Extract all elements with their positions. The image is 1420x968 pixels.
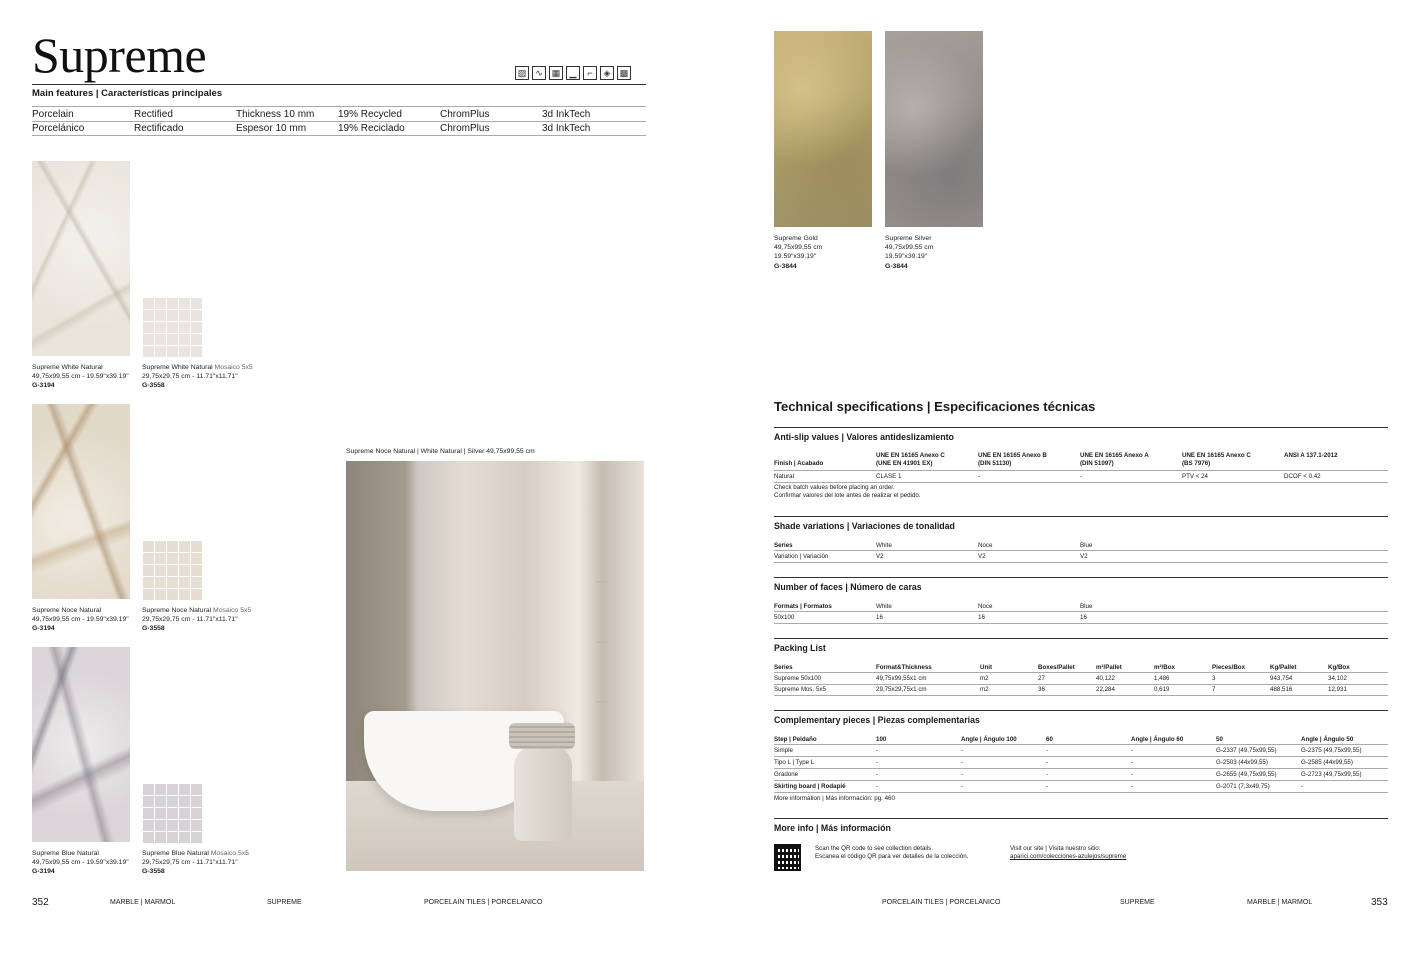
table-cell: Finish | Acabado — [774, 460, 824, 467]
table-cell: UNE EN 16165 Anexo C — [1182, 452, 1251, 459]
table-cell: Kg/Pallet — [1270, 664, 1297, 671]
table-cell: Boxes/Pallet — [1038, 664, 1075, 671]
table-cell: V2 — [978, 553, 986, 560]
faces-heading: Number of faces | Número de caras — [774, 582, 922, 592]
product-caption — [32, 606, 129, 634]
tile-silver — [885, 31, 983, 227]
product-code: G-3194 — [32, 625, 55, 633]
comp-table — [774, 736, 1386, 744]
product-caption — [32, 363, 129, 391]
divider — [774, 577, 1388, 578]
footer-item: PORCELAIN TILES | PORCELANICO — [424, 899, 543, 906]
table-cell: 3 — [1212, 675, 1216, 682]
table-cell: - — [961, 783, 964, 790]
table-cell: Format&Thickness — [876, 664, 932, 671]
table-cell: 34,102 — [1328, 675, 1347, 682]
grid-icon: ▦ — [549, 66, 563, 80]
table-row — [774, 771, 1386, 783]
note-line: Check batch values before placing an order. — [774, 484, 895, 491]
table-cell: 50 — [1216, 736, 1223, 743]
table-cell: - — [1080, 473, 1083, 480]
table-cell: Angle | Ángulo 50 — [1301, 736, 1354, 743]
product-code: G-3558 — [142, 382, 165, 390]
product-name: Supreme Noce Natural — [32, 607, 102, 614]
divider — [774, 562, 1388, 563]
photo-shelf — [596, 641, 608, 643]
comp-heading: Complementary pieces | Piezas complementarias — [774, 715, 980, 725]
table-cell: Angle | Ángulo 60 — [1131, 736, 1184, 743]
product-suffix: Mosaico 5x5 — [213, 607, 252, 614]
divider — [774, 623, 1388, 624]
table-row — [774, 686, 1386, 694]
table-cell: 16 — [876, 614, 883, 621]
table-cell: - — [961, 747, 964, 754]
table-cell: (BS 7976) — [1182, 460, 1211, 467]
antislip-row — [774, 473, 1388, 481]
table-cell: G-2655 (49,75x99,55) — [1216, 771, 1277, 778]
table-cell: White — [876, 542, 892, 549]
table-cell: - — [1046, 783, 1049, 790]
note-line: Confirmar valores del lote antes de realizar el pedido. — [774, 492, 921, 499]
tech-spec-title: Technical specifications | Especificaciones técnicas — [774, 399, 1096, 414]
product-suffix: Mosaico 5x5 — [210, 850, 249, 857]
feature: ChromPlus — [440, 123, 490, 134]
divider — [774, 768, 1388, 769]
table-cell: Skirting board | Rodapié — [774, 783, 846, 790]
table-header — [774, 603, 1182, 611]
product-suffix: Mosaico 5x5 — [214, 364, 253, 371]
table-cell: - — [876, 759, 879, 766]
table-cell: DCOF < 0.42 — [1284, 473, 1321, 480]
table-cell — [876, 452, 978, 468]
divider — [32, 121, 646, 122]
table-cell: - — [1131, 747, 1134, 754]
product-size: 29,75x29,75 cm - 11.71"x11.71" — [142, 373, 238, 381]
footer-item: SUPREME — [1120, 899, 1155, 906]
table-cell: 488,516 — [1270, 686, 1293, 693]
table-header — [774, 736, 1386, 744]
tile-white-mosaic — [142, 297, 202, 357]
table-cell: Pieces/Box — [1212, 664, 1246, 671]
site-label: Visit our site | Visita nuestro sitio: — [1010, 845, 1101, 852]
feature: 3d InkTech — [542, 109, 591, 120]
table-cell: CLASE 1 — [876, 473, 902, 480]
table-cell: - — [961, 759, 964, 766]
table-cell: - — [1131, 783, 1134, 790]
packing-table — [774, 664, 1386, 672]
photo-shelf — [596, 581, 608, 583]
divider — [774, 516, 1388, 517]
table-cell: 16 — [1080, 614, 1087, 621]
table-cell: 27 — [1038, 675, 1045, 682]
feature: Espesor 10 mm — [236, 123, 307, 134]
comp-rows — [774, 747, 1386, 783]
table-cell: 16 — [978, 614, 985, 621]
table-cell: Variation | Variación — [774, 553, 829, 560]
table-cell: G-2723 (49,75x99,55) — [1301, 771, 1362, 778]
table-cell: UNE EN 16165 Anexo B — [978, 452, 1047, 459]
page-number-right: 353 — [1371, 897, 1388, 908]
table-cell: m2 — [980, 675, 989, 682]
table-cell: Blue — [1080, 542, 1093, 549]
photo-shelf — [596, 701, 608, 703]
divider — [774, 792, 1388, 793]
skirting-row — [774, 783, 1386, 791]
table-cell: Simple — [774, 747, 793, 754]
table-cell: 12,931 — [1328, 686, 1347, 693]
product-code: G-3558 — [142, 625, 165, 633]
table-cell — [1182, 452, 1284, 468]
table-cell: Formats | Formatos — [774, 603, 832, 610]
table-cell: 49,75x99,55x1 cm — [876, 675, 927, 682]
qr-code[interactable] — [774, 844, 801, 871]
table-cell: 22,284 — [1096, 686, 1115, 693]
main-features-heading: Main features | Características principales — [32, 88, 223, 99]
features-row-es — [32, 123, 644, 134]
facade-icon: ▩ — [617, 66, 631, 80]
product-caption — [142, 363, 253, 391]
product-size: 19.59"x39.19" — [885, 253, 928, 261]
table-cell: 40,122 — [1096, 675, 1115, 682]
product-code: G-3558 — [142, 868, 165, 876]
product-size: 49,75x99,55 cm — [774, 244, 823, 252]
product-code: G-3844 — [774, 262, 797, 270]
product-size: 49,75x99,55 cm — [885, 244, 934, 252]
table-cell: G-2337 (49,75x99,55) — [1216, 747, 1277, 754]
product-name: Supreme Silver — [885, 235, 932, 242]
qr-line: Escanea el código QR para ver detalles de la colección. — [815, 853, 969, 860]
divider — [774, 672, 1388, 673]
shade-table — [774, 542, 1182, 550]
footer-item: SUPREME — [267, 899, 302, 906]
product-name: Supreme Noce Natural — [142, 607, 212, 614]
table-cell: - — [1301, 783, 1304, 790]
footer-item: MARBLE | MARMOL — [1247, 899, 1313, 906]
table-cell: Noce — [978, 542, 993, 549]
product-caption — [142, 849, 249, 877]
divider — [774, 638, 1388, 639]
table-cell: 0,619 — [1154, 686, 1170, 693]
divider — [774, 427, 1388, 428]
wave-icon: ∿ — [532, 66, 546, 80]
table-cell: - — [876, 747, 879, 754]
divider — [774, 684, 1388, 685]
feature: ChromPlus — [440, 109, 490, 120]
table-cell: 36 — [1038, 686, 1045, 693]
divider — [774, 470, 1388, 471]
layers-icon: ◈ — [600, 66, 614, 80]
table-cell: Supreme 50x100 — [774, 675, 822, 682]
product-code: G-3194 — [32, 868, 55, 876]
packing-heading: Packing List — [774, 643, 826, 653]
table-cell: - — [961, 771, 964, 778]
table-cell: m²/Box — [1154, 664, 1175, 671]
wall-icon: ▨ — [515, 66, 529, 80]
moreinfo-heading: More info | Más información — [774, 823, 891, 833]
shade-heading: Shade variations | Variaciones de tonalidad — [774, 521, 955, 531]
table-cell: - — [876, 771, 879, 778]
table-cell: (UNE EN 41901 EX) — [876, 460, 933, 467]
page-number-left: 352 — [32, 897, 49, 908]
site-link[interactable]: aparici.com/colecciones-azulejos/supreme — [1010, 853, 1127, 860]
table-cell: G-2503 (44x99,55) — [1216, 759, 1268, 766]
feature: Rectified — [134, 109, 173, 120]
stairs-icon: ⌐ — [583, 66, 597, 80]
product-code: G-3844 — [885, 262, 908, 270]
table-cell: White — [876, 603, 892, 610]
table-cell: Gradone — [774, 771, 799, 778]
table-cell: 50x100 — [774, 614, 795, 621]
table-cell: G-2071 (7,3x49,75) — [1216, 783, 1270, 790]
divider — [774, 710, 1388, 711]
table-cell: V2 — [1080, 553, 1088, 560]
divider — [774, 482, 1388, 483]
table-cell: Series — [774, 664, 793, 671]
feature: Porcelánico — [32, 123, 85, 134]
tile-blue-natural — [32, 647, 130, 842]
table-cell: m²/Pallet — [1096, 664, 1122, 671]
table-cell: - — [1046, 759, 1049, 766]
table-cell: - — [978, 473, 981, 480]
divider — [774, 695, 1388, 696]
table-cell: m2 — [980, 686, 989, 693]
more-info-note: More information | Más información: pg. 460 — [774, 795, 895, 802]
table-cell: Unit — [980, 664, 993, 671]
table-row — [774, 553, 1182, 561]
photo-towels — [509, 723, 575, 749]
antislip-heading: Anti-slip values | Valores antideslizamiento — [774, 432, 954, 442]
table-cell: 7 — [1212, 686, 1216, 693]
table-cell: G-2375 (49,75x99,55) — [1301, 747, 1362, 754]
faces-table — [774, 603, 1182, 611]
table-cell: - — [1046, 747, 1049, 754]
shade-row — [774, 553, 1182, 561]
faces-row — [774, 614, 1182, 622]
feature: Thickness 10 mm — [236, 109, 315, 120]
divider — [774, 780, 1388, 781]
table-header — [774, 542, 1182, 550]
tile-blue-mosaic — [142, 783, 202, 843]
divider — [774, 611, 1388, 612]
feature: Rectificado — [134, 123, 184, 134]
table-cell: V2 — [876, 553, 884, 560]
site-text — [1010, 845, 1126, 861]
product-caption — [774, 234, 822, 271]
table-cell: Tipo L | Type L — [774, 759, 815, 766]
antislip-table — [774, 452, 1388, 468]
footer-item: MARBLE | MARMOL — [110, 899, 176, 906]
product-size: 29,75x29,75 cm - 11.71"x11.71" — [142, 859, 238, 867]
bathroom-photo — [346, 461, 644, 871]
product-caption — [32, 849, 129, 877]
table-cell: UNE EN 16165 Anexo C — [876, 452, 945, 459]
table-cell: 29,75x29,75x1 cm — [876, 686, 927, 693]
table-cell: Kg/Box — [1328, 664, 1350, 671]
table-cell: G-2585 (44x99,55) — [1301, 759, 1353, 766]
product-name: Supreme Blue Natural — [32, 850, 99, 857]
tile-noce-natural — [32, 404, 130, 599]
feature: 19% Reciclado — [338, 123, 405, 134]
table-cell: Step | Peldaño — [774, 736, 817, 743]
table-cell: 100 — [876, 736, 887, 743]
tile-gold — [774, 31, 872, 227]
table-header — [774, 664, 1386, 672]
divider — [774, 756, 1388, 757]
feature: Porcelain — [32, 109, 74, 120]
table-cell: ANSI A 137.1-2012 — [1284, 452, 1338, 459]
divider — [774, 744, 1388, 745]
feature: 19% Recycled — [338, 109, 402, 120]
table-cell: UNE EN 16165 Anexo A — [1080, 452, 1149, 459]
product-size: 29,75x29,75 cm - 11.71"x11.71" — [142, 616, 238, 624]
table-cell: (DIN 51097) — [1080, 460, 1114, 467]
usage-icons — [515, 66, 631, 80]
table-header — [774, 452, 1388, 468]
table-cell: - — [876, 783, 879, 790]
product-name: Supreme Gold — [774, 235, 818, 242]
qr-text — [815, 845, 968, 861]
table-cell: (DIN 51130) — [978, 460, 1012, 467]
table-row — [774, 759, 1386, 771]
product-code: G-3194 — [32, 382, 55, 390]
page-title: Supreme — [32, 27, 207, 83]
table-cell: - — [1131, 759, 1134, 766]
product-name: Supreme Blue Natural — [142, 850, 209, 857]
table-row — [774, 473, 1388, 481]
table-cell — [978, 452, 1080, 468]
divider — [774, 818, 1388, 819]
footer-item: PORCELAIN TILES | PORCELANICO — [882, 899, 1001, 906]
feature: 3d InkTech — [542, 123, 591, 134]
features-row-en — [32, 109, 644, 120]
table-row — [774, 614, 1182, 622]
table-row — [774, 783, 1386, 791]
photo-stool — [514, 746, 572, 841]
table-cell: PTV < 24 — [1182, 473, 1208, 480]
antislip-note — [774, 484, 921, 500]
table-cell — [1080, 452, 1182, 468]
product-name: Supreme White Natural — [32, 364, 103, 371]
floor-icon: ▁ — [566, 66, 580, 80]
product-caption — [142, 606, 251, 634]
divider — [32, 106, 646, 107]
product-size: 19.59"x39.19" — [774, 253, 817, 261]
tile-white-natural — [32, 161, 130, 356]
table-cell: Natural — [774, 473, 794, 480]
table-cell: 1,486 — [1154, 675, 1170, 682]
photo-caption: Supreme Noce Natural | White Natural | Silver 49,75x99,55 cm — [346, 448, 535, 455]
table-cell: 943,754 — [1270, 675, 1293, 682]
table-cell: Blue — [1080, 603, 1093, 610]
table-cell: 60 — [1046, 736, 1053, 743]
qr-line: Scan the QR code to see collection details. — [815, 845, 933, 852]
table-cell: Series — [774, 542, 793, 549]
tile-noce-mosaic — [142, 540, 202, 600]
product-size: 49,75x99,55 cm - 19.59"x39.19" — [32, 859, 129, 867]
divider — [32, 84, 646, 85]
table-cell: Angle | Ángulo 100 — [961, 736, 1017, 743]
table-cell: Noce — [978, 603, 993, 610]
divider — [32, 135, 646, 136]
product-name: Supreme White Natural — [142, 364, 213, 371]
table-cell: - — [1131, 771, 1134, 778]
divider — [774, 550, 1388, 551]
product-caption — [885, 234, 933, 271]
table-cell: Supreme Mos. 5x5 — [774, 686, 826, 693]
table-cell: - — [1046, 771, 1049, 778]
table-row — [774, 747, 1386, 759]
product-size: 49,75x99,55 cm - 19.59"x39.19" — [32, 616, 129, 624]
product-size: 49,75x99,55 cm - 19.59"x39.19" — [32, 373, 129, 381]
